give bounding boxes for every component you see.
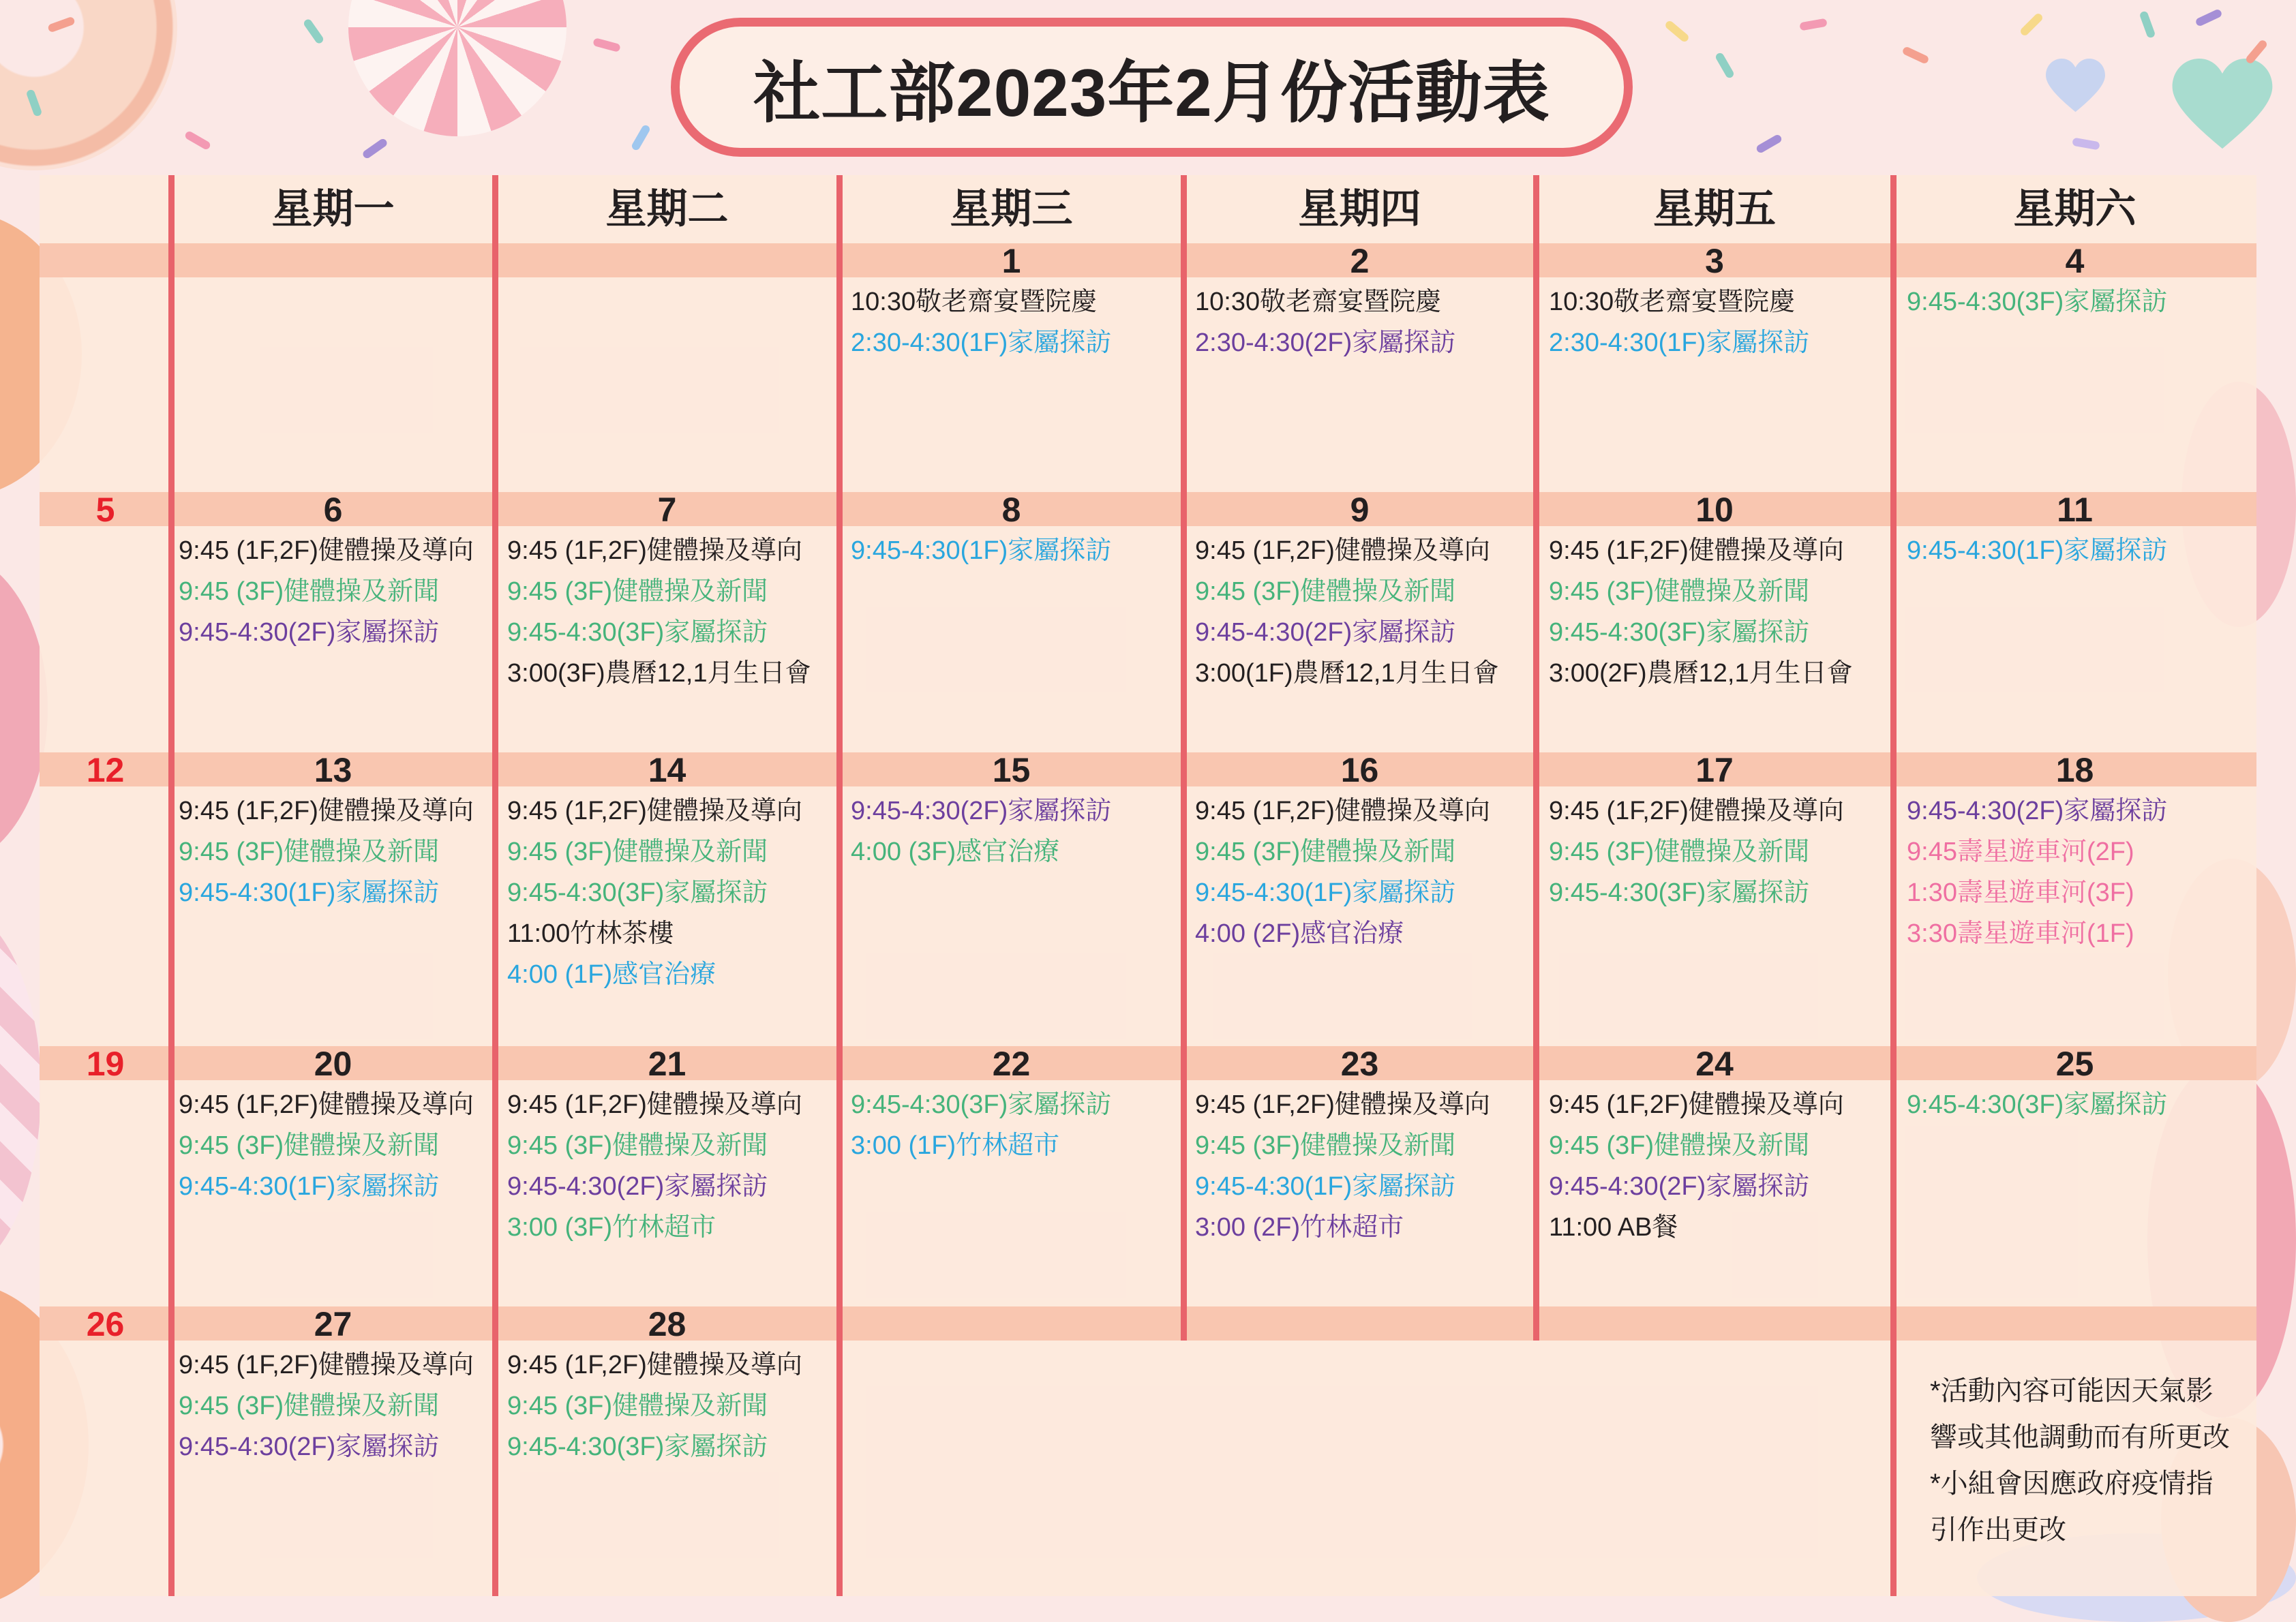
date-number: 23 <box>1340 1045 1379 1083</box>
day-activities <box>179 1084 474 1207</box>
activity-item: 9:45 (3F)健體操及新聞 <box>179 1131 440 1160</box>
date-number: 22 <box>992 1045 1031 1083</box>
weekday-header: 星期二 <box>605 186 729 232</box>
column-divider <box>1890 175 1897 1596</box>
activity-item: 2:30-4:30(1F)家屬探訪 <box>1549 328 1810 357</box>
remark-line: 引作出更改 <box>1930 1515 2066 1545</box>
activity-item: 1:30壽星遊車河(3F) <box>1907 878 2134 907</box>
title-banner <box>671 18 1633 157</box>
date-number: 13 <box>314 751 352 789</box>
activity-item: 9:45-4:30(2F)家屬探訪 <box>851 797 1112 825</box>
activity-item: 9:45-4:30(3F)家屬探訪 <box>1907 288 2168 316</box>
column-divider <box>836 175 843 1596</box>
sunday-date-number: 19 <box>86 1045 125 1083</box>
activity-item: 9:45 (1F,2F)健體操及導向 <box>179 797 474 825</box>
weekday-header: 星期五 <box>1653 186 1776 232</box>
remark-line: *活動內容可能因天氣影 <box>1930 1376 2214 1406</box>
activity-item: 9:45-4:30(1F)家屬探訪 <box>1195 1172 1456 1201</box>
activity-item: 9:45 (3F)健體操及新聞 <box>507 577 768 606</box>
activity-item: 9:45 (3F)健體操及新聞 <box>179 1392 440 1420</box>
day-activities <box>507 791 802 995</box>
date-number: 21 <box>648 1045 686 1083</box>
day-activities <box>1195 281 1455 363</box>
activity-item: 9:45 (3F)健體操及新聞 <box>1549 838 1810 866</box>
day-activities <box>851 281 1111 363</box>
activity-item: 9:45-4:30(3F)家屬探訪 <box>507 1433 768 1461</box>
activity-item: 2:30-4:30(2F)家屬探訪 <box>1195 328 1456 357</box>
activity-item: 9:45 (1F,2F)健體操及導向 <box>1549 1090 1844 1119</box>
date-number: 3 <box>1705 242 1724 280</box>
activity-item: 9:45-4:30(3F)家屬探訪 <box>1907 1090 2168 1119</box>
activity-item: 9:45 (3F)健體操及新聞 <box>1549 1131 1810 1160</box>
column-divider <box>492 175 498 1596</box>
activity-item: 4:00 (2F)感官治療 <box>1195 919 1404 948</box>
activity-item: 9:45壽星遊車河(2F) <box>1907 838 2134 866</box>
activity-item: 10:30敬老齋宴暨院慶 <box>851 288 1098 316</box>
day-activities <box>507 1345 802 1467</box>
date-number: 28 <box>648 1305 686 1343</box>
activity-item: 9:45-4:30(2F)家屬探訪 <box>507 1172 768 1201</box>
weekday-header: 星期一 <box>271 186 395 232</box>
weekday-header: 星期六 <box>2013 186 2136 232</box>
day-activities <box>179 1345 474 1467</box>
activity-item: 3:00 (1F)竹林超市 <box>851 1131 1060 1160</box>
day-activities <box>179 530 474 653</box>
date-number: 16 <box>1340 751 1379 789</box>
day-activities <box>1907 281 2167 322</box>
date-number: 11 <box>2057 491 2093 529</box>
activity-item: 9:45-4:30(2F)家屬探訪 <box>1907 797 2168 825</box>
activity-item: 3:00 (3F)竹林超市 <box>507 1213 716 1242</box>
activity-item: 9:45 (1F,2F)健體操及導向 <box>507 797 802 825</box>
day-activities <box>851 791 1111 872</box>
date-number: 14 <box>648 751 686 789</box>
activity-item: 11:00竹林茶樓 <box>507 919 674 948</box>
activity-item: 3:00 (2F)竹林超市 <box>1195 1213 1404 1242</box>
activity-item: 9:45 (1F,2F)健體操及導向 <box>1195 797 1490 825</box>
column-divider <box>168 175 175 1596</box>
activity-item: 9:45-4:30(3F)家屬探訪 <box>851 1090 1112 1119</box>
date-number: 2 <box>1350 242 1370 280</box>
activity-item: 9:45-4:30(3F)家屬探訪 <box>1549 618 1810 647</box>
activity-item: 9:45 (1F,2F)健體操及導向 <box>507 1090 802 1119</box>
activity-item: 10:30敬老齋宴暨院慶 <box>1549 288 1796 316</box>
activity-item: 9:45 (1F,2F)健體操及導向 <box>1549 536 1844 565</box>
date-number: 18 <box>2055 751 2094 789</box>
activity-item: 9:45 (3F)健體操及新聞 <box>1195 577 1456 606</box>
activity-item: 9:45-4:30(2F)家屬探訪 <box>1549 1172 1810 1201</box>
activity-item: 9:45 (3F)健體操及新聞 <box>1195 1131 1456 1160</box>
day-activities <box>1195 1084 1490 1248</box>
date-number: 1 <box>1001 242 1021 280</box>
activity-item: 9:45 (1F,2F)健體操及導向 <box>179 536 474 565</box>
activity-item: 9:45 (1F,2F)健體操及導向 <box>179 1090 474 1119</box>
date-number: 17 <box>1695 751 1734 789</box>
weekday-header: 星期三 <box>950 186 1073 232</box>
day-activities <box>1549 530 1853 694</box>
activity-item: 9:45 (1F,2F)健體操及導向 <box>507 536 802 565</box>
day-activities <box>1907 530 2167 571</box>
activity-item: 9:45-4:30(1F)家屬探訪 <box>851 536 1112 565</box>
day-activities <box>179 791 474 913</box>
activity-item: 9:45-4:30(2F)家屬探訪 <box>179 618 440 647</box>
day-activities <box>1907 1084 2167 1125</box>
page-title: 社工部2023年2月份活動表 <box>753 55 1550 130</box>
date-number: 27 <box>314 1305 352 1343</box>
activity-item: 9:45-4:30(1F)家屬探訪 <box>179 878 440 907</box>
day-activities <box>1549 1084 1844 1248</box>
day-activities <box>507 1084 802 1248</box>
activity-item: 3:00(3F)農曆12,1月生日會 <box>507 659 811 688</box>
activity-item: 9:45 (1F,2F)健體操及導向 <box>1195 536 1490 565</box>
date-number: 8 <box>1001 491 1021 529</box>
activity-item: 9:45-4:30(2F)家屬探訪 <box>179 1433 440 1461</box>
activity-item: 9:45-4:30(3F)家屬探訪 <box>507 878 768 907</box>
remarks-note <box>1930 1368 2230 1553</box>
activity-item: 3:00(1F)農曆12,1月生日會 <box>1195 659 1499 688</box>
day-activities <box>1195 530 1499 694</box>
activity-item: 4:00 (1F)感官治療 <box>507 960 716 989</box>
activity-item: 9:45 (3F)健體操及新聞 <box>507 1131 768 1160</box>
activity-item: 10:30敬老齋宴暨院慶 <box>1195 288 1442 316</box>
day-activities <box>1195 791 1490 954</box>
activity-item: 3:00(2F)農曆12,1月生日會 <box>1549 659 1853 688</box>
activity-item: 9:45 (3F)健體操及新聞 <box>507 838 768 866</box>
activity-item: 9:45 (3F)健體操及新聞 <box>179 577 440 606</box>
date-number: 9 <box>1350 491 1370 529</box>
date-number: 20 <box>314 1045 352 1083</box>
date-number: 4 <box>2065 242 2085 280</box>
day-activities <box>507 530 811 694</box>
date-number: 6 <box>323 491 343 529</box>
activity-item: 9:45-4:30(1F)家屬探訪 <box>1195 878 1456 907</box>
activity-item: 9:45 (1F,2F)健體操及導向 <box>507 1351 802 1379</box>
activity-item: 9:45 (1F,2F)健體操及導向 <box>1195 1090 1490 1119</box>
date-number: 7 <box>657 491 677 529</box>
activity-item: 3:30壽星遊車河(1F) <box>1907 919 2134 948</box>
sunday-date-number: 5 <box>95 491 115 529</box>
day-activities <box>1907 791 2167 954</box>
date-number: 25 <box>2055 1045 2094 1083</box>
activity-item: 9:45-4:30(1F)家屬探訪 <box>1907 536 2168 565</box>
activity-item: 9:45-4:30(3F)家屬探訪 <box>507 618 768 647</box>
remark-line: *小組會因應政府疫情指 <box>1930 1469 2214 1499</box>
activity-item: 9:45 (3F)健體操及新聞 <box>179 838 440 866</box>
day-activities <box>1549 281 1809 363</box>
activity-item: 9:45-4:30(2F)家屬探訪 <box>1195 618 1456 647</box>
activity-item: 9:45-4:30(3F)家屬探訪 <box>1549 878 1810 907</box>
date-number: 15 <box>992 751 1031 789</box>
activity-item: 9:45 (3F)健體操及新聞 <box>507 1392 768 1420</box>
activity-item: 9:45 (1F,2F)健體操及導向 <box>1549 797 1844 825</box>
day-activities <box>851 530 1111 571</box>
activity-item: 9:45 (1F,2F)健體操及導向 <box>179 1351 474 1379</box>
activity-item: 9:45 (3F)健體操及新聞 <box>1549 577 1810 606</box>
date-number: 10 <box>1695 491 1734 529</box>
weekday-header: 星期四 <box>1298 186 1421 232</box>
sunday-date-number: 26 <box>86 1305 125 1343</box>
activity-item: 9:45 (3F)健體操及新聞 <box>1195 838 1456 866</box>
remark-line: 響或其他調動而有所更改 <box>1930 1422 2230 1452</box>
day-activities <box>851 1084 1111 1166</box>
activity-item: 9:45-4:30(1F)家屬探訪 <box>179 1172 440 1201</box>
activity-item: 2:30-4:30(1F)家屬探訪 <box>851 328 1112 357</box>
activity-item: 11:00 AB餐 <box>1549 1213 1678 1242</box>
sunday-date-number: 12 <box>86 751 125 789</box>
activity-item: 4:00 (3F)感官治療 <box>851 838 1060 866</box>
day-activities <box>1549 791 1844 913</box>
date-number: 24 <box>1695 1045 1734 1083</box>
